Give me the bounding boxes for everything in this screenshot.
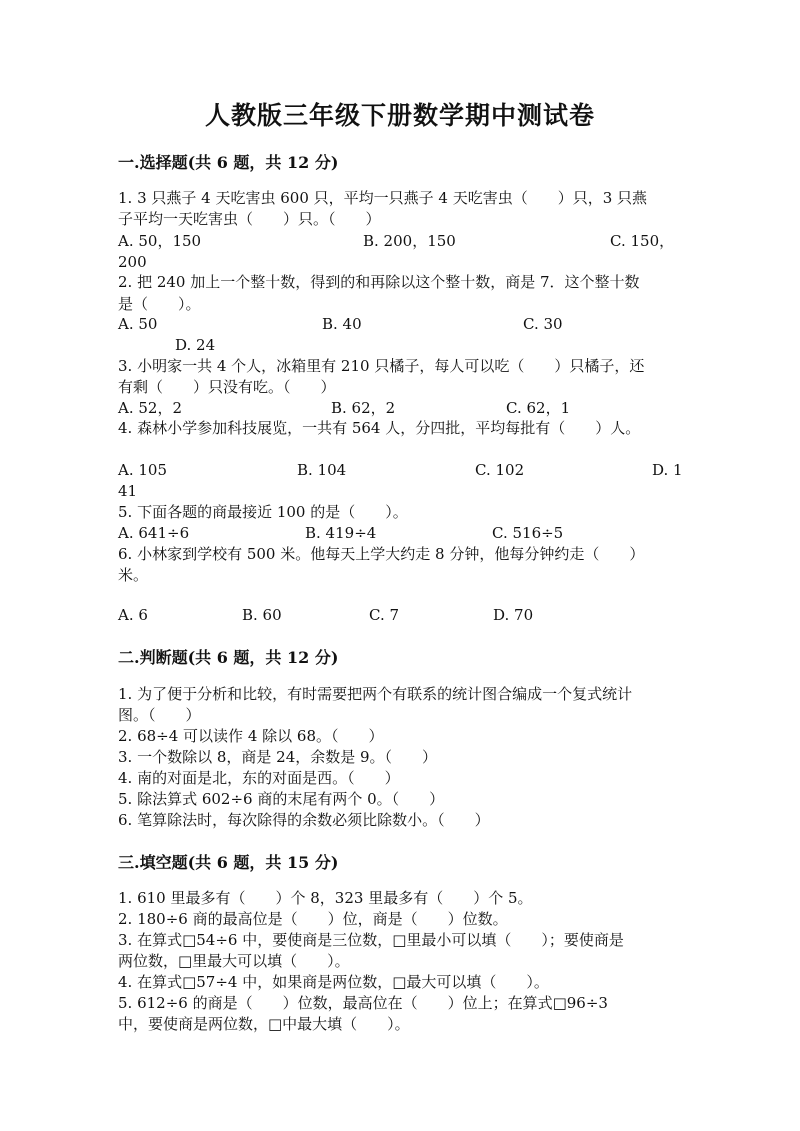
question-line: 1. 3 只燕子 4 天吃害虫 600 只，平均一只燕子 4 天吃害虫（ ）只，3 只燕 bbox=[118, 189, 648, 207]
option-b: B. 419÷4 bbox=[305, 524, 377, 542]
option-c-wrap: 200 bbox=[118, 253, 147, 271]
question-line: 4. 在算式□57÷4 中，如果商是两位数，□最大可以填（ ）。 bbox=[118, 973, 549, 991]
option-b: B. 62，2 bbox=[331, 399, 396, 417]
option-b: B. 104 bbox=[297, 461, 347, 479]
option-c: C. 102 bbox=[475, 461, 525, 479]
question-line: 5. 除法算式 602÷6 商的末尾有两个 0。（ ） bbox=[118, 790, 445, 808]
option-a: A. 105 bbox=[118, 461, 167, 479]
question-line: 2. 把 240 加上一个整十数，得到的和再除以这个整十数，商是 7．这个整十数 bbox=[118, 273, 640, 291]
option-d: D. 24 bbox=[175, 336, 216, 354]
option-a: A. 6 bbox=[118, 606, 148, 624]
question-line: 6. 小林家到学校有 500 米。他每天上学大约走 8 分钟，他每分钟约走（ ） bbox=[118, 545, 645, 563]
question-line: 2. 68÷4 可以读作 4 除以 68。（ ） bbox=[118, 727, 384, 745]
question-line: 4. 南的对面是北，东的对面是西。（ ） bbox=[118, 769, 400, 787]
question-line: 2. 180÷6 商的最高位是（ ）位，商是（ ）位数。 bbox=[118, 910, 508, 928]
option-d-wrap: 41 bbox=[118, 482, 138, 500]
question-line: 两位数，□里最大可以填（ ）。 bbox=[118, 952, 350, 970]
section-heading-choice: 一.选择题(共 6 题，共 12 分) bbox=[118, 153, 339, 172]
option-a: A. 641÷6 bbox=[118, 524, 190, 542]
section-heading-judge: 二.判断题(共 6 题，共 12 分) bbox=[118, 648, 339, 667]
option-c: C. 150， bbox=[610, 232, 675, 250]
question-line: 5. 下面各题的商最接近 100 的是（ ）。 bbox=[118, 503, 408, 521]
section-heading-fill: 三.填空题(共 6 题，共 15 分) bbox=[118, 853, 339, 872]
question-line: 5. 612÷6 的商是（ ）位数，最高位在（ ）位上；在算式□96÷3 bbox=[118, 994, 608, 1012]
option-d: D. 70 bbox=[493, 606, 534, 624]
option-b: B. 40 bbox=[322, 315, 362, 333]
question-line: 中，要使商是两位数，□中最大填（ ）。 bbox=[118, 1015, 410, 1033]
question-line: 1. 为了便于分析和比较，有时需要把两个有联系的统计图合编成一个复式统计 bbox=[118, 685, 633, 703]
question-line: 3. 小明家一共 4 个人，冰箱里有 210 只橘子，每人可以吃（ ）只橘子，还 bbox=[118, 357, 645, 375]
question-line: 3. 在算式□54÷6 中，要使商是三位数，□里最小可以填（ ）；要使商是 bbox=[118, 931, 624, 949]
option-c: C. 30 bbox=[523, 315, 563, 333]
page-title: 人教版三年级下册数学期中测试卷 bbox=[204, 101, 595, 130]
question-line: 是（ ）。 bbox=[118, 295, 201, 313]
option-b: B. 60 bbox=[242, 606, 282, 624]
question-line: 图。（ ） bbox=[118, 706, 201, 724]
question-line: 1. 610 里最多有（ ）个 8，323 里最多有（ ）个 5。 bbox=[118, 889, 533, 907]
option-c: C. 62，1 bbox=[506, 399, 571, 417]
question-line: 米。 bbox=[118, 566, 149, 584]
question-line: 子平均一天吃害虫（ ）只。（ ） bbox=[118, 210, 381, 228]
question-line: 3. 一个数除以 8，商是 24，余数是 9。（ ） bbox=[118, 748, 438, 766]
question-line: 有剩（ ）只没有吃。（ ） bbox=[118, 378, 336, 396]
option-a: A. 52，2 bbox=[118, 399, 182, 417]
question-line: 6. 笔算除法时，每次除得的余数必须比除数小。（ ） bbox=[118, 811, 490, 829]
option-a: A. 50 bbox=[118, 315, 158, 333]
question-line: 4. 森林小学参加科技展览，一共有 564 人，分四批，平均每批有（ ）人。 bbox=[118, 419, 641, 437]
option-a: A. 50，150 bbox=[118, 232, 202, 250]
option-c: C. 516÷5 bbox=[492, 524, 564, 542]
option-c: C. 7 bbox=[369, 606, 400, 624]
option-b: B. 200，150 bbox=[363, 232, 456, 250]
option-d: D. 1 bbox=[652, 461, 683, 479]
